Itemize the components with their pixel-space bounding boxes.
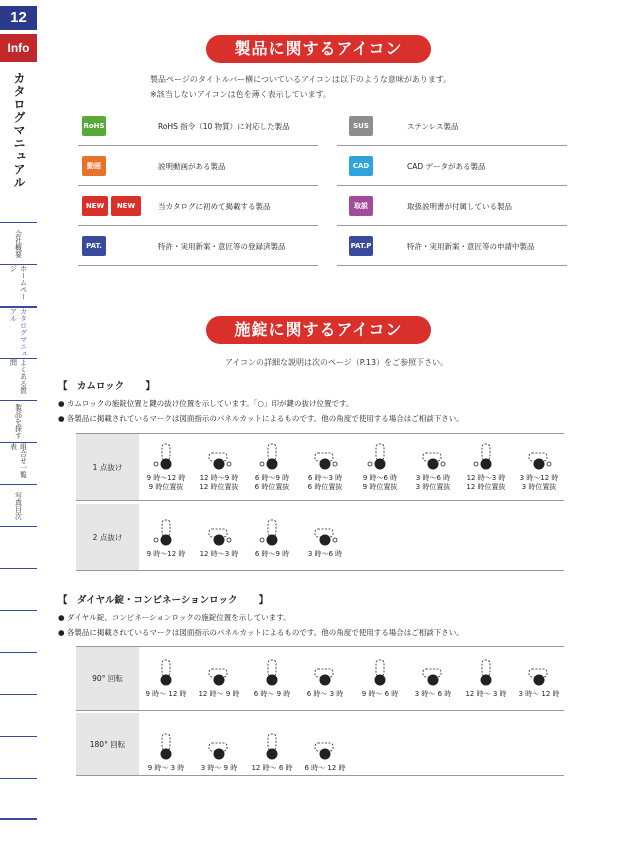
- lock-removal-label: 9 時位置抜: [148, 483, 184, 491]
- lock-position-icon: [413, 656, 453, 690]
- lock-cell: [460, 440, 512, 492]
- page-number: 12: [0, 6, 37, 30]
- lock-cell: [354, 656, 406, 699]
- lock-cell: [246, 730, 298, 773]
- lock-position-icon: [146, 730, 186, 764]
- product-icon-desc: 説明動画がある製品: [158, 162, 226, 171]
- lock-range-label: 3 時〜 9 時: [200, 764, 238, 772]
- nav-divider: [0, 526, 37, 527]
- lock-position-icon: [519, 440, 559, 474]
- lock-cell: [140, 440, 192, 492]
- lock-position-icon: [252, 656, 292, 690]
- cam-row1-label: 1 点抜け: [76, 434, 139, 500]
- lock-position-icon: [146, 656, 186, 690]
- nav-divider: [0, 652, 37, 653]
- dial-lock-note-2: ● 各製品に掲載されているマークは図面指示のパネルカットによるものです。他の角度で使用する場合はご相談下さい。: [58, 628, 464, 637]
- lock-range-label: 9 時〜6 時: [362, 474, 398, 482]
- bracket-right-icon: 】: [258, 595, 269, 606]
- lock-removal-label: 6 時位置抜: [307, 483, 343, 491]
- lock-position-icon: [305, 656, 345, 690]
- lock-position-icon: [305, 730, 345, 764]
- lock-cell: [246, 516, 298, 559]
- cam-lock-note-2: ● 各製品に掲載されているマークは図面指示のパネルカットによるものです。他の角度で使用する場合はご相談下さい。: [58, 414, 464, 423]
- lock-removal-label: 3 時位置抜: [521, 483, 557, 491]
- lock-cell: [140, 730, 192, 773]
- nav-divider: [0, 818, 37, 820]
- lock-cell: [246, 656, 298, 699]
- lock-position-icon: [466, 656, 506, 690]
- nav-homepage[interactable]: ホームページ: [0, 264, 37, 306]
- dial-lock-note-1: ● ダイヤル錠、コンビネーションロックの施錠位置を示しています。: [58, 613, 291, 622]
- table-rule: [76, 500, 564, 501]
- lock-range-label: 12 時〜 9 時: [198, 690, 240, 698]
- nav-divider: [0, 778, 37, 779]
- bracket-left-icon: 【: [58, 381, 68, 392]
- nav-company[interactable]: 会社概要: [0, 222, 37, 264]
- table-rule: [76, 433, 564, 434]
- product-badge-4: NEW: [82, 196, 108, 216]
- lock-position-icon: [199, 656, 239, 690]
- dial-row2-label: 180° 回転: [76, 713, 139, 775]
- lock-range-label: 3 時〜6 時: [307, 550, 343, 558]
- dial-lock-title: [58, 592, 268, 606]
- lock-position-icon: [466, 440, 506, 474]
- lock-position-icon: [146, 516, 186, 550]
- lock-range-label: 9 時〜 6 時: [361, 690, 399, 698]
- product-icon-row: [78, 106, 318, 146]
- lock-removal-label: 6 時位置抜: [254, 483, 290, 491]
- table-rule: [76, 646, 564, 647]
- product-icon-row: [337, 146, 567, 186]
- lock-range-label: 9 時〜12 時: [146, 474, 186, 482]
- lock-range-label: 12 時〜 3 時: [465, 690, 507, 698]
- lock-position-icon: [252, 440, 292, 474]
- nav-divider: [0, 736, 37, 737]
- lock-range-label: 9 時〜12 時: [146, 550, 186, 558]
- lock-removal-label: 3 時位置抜: [415, 483, 451, 491]
- product-badge-0: RoHS: [82, 116, 106, 136]
- product-badge-4-b: NEW: [111, 196, 141, 216]
- lock-position-icon: [199, 440, 239, 474]
- lock-range-label: 6 時〜 3 時: [306, 690, 344, 698]
- product-icon-row: [78, 186, 318, 226]
- table-rule: [76, 775, 564, 776]
- lock-cell: [140, 516, 192, 559]
- lock-range-label: 9 時〜 12 時: [145, 690, 187, 698]
- lock-cell: [460, 656, 512, 699]
- product-icons-banner: 製品に関するアイコン: [206, 35, 431, 63]
- product-icon-desc: 特許・実用新案・意匠等の申請中製品: [407, 242, 535, 251]
- lock-cell: [299, 516, 351, 559]
- lock-position-icon: [519, 656, 559, 690]
- table-rule: [76, 710, 564, 711]
- lock-range-label: 6 時〜 9 時: [253, 690, 291, 698]
- product-icon-desc: RoHS 指令（10 物質）に対応した製品: [158, 122, 290, 131]
- product-badge-7: PAT.P: [349, 236, 373, 256]
- product-icon-row: [78, 146, 318, 186]
- product-badge-6: PAT.: [82, 236, 106, 256]
- product-icon-desc: 特許・実用新案・意匠等の登録済製品: [158, 242, 286, 251]
- lock-range-label: 12 時〜9 時: [199, 474, 239, 482]
- lock-range-label: 3 時〜 6 時: [414, 690, 452, 698]
- info-tab[interactable]: Info: [0, 34, 37, 62]
- lock-range-label: 12 時〜3 時: [199, 550, 239, 558]
- lock-range-label: 3 時〜 12 時: [518, 690, 560, 698]
- lock-cell: [299, 730, 351, 773]
- nav-divider: [0, 568, 37, 569]
- lock-position-icon: [305, 440, 345, 474]
- nav-catalog-manual[interactable]: カタログマニュアル: [0, 306, 37, 358]
- lock-cell: [354, 440, 406, 492]
- product-intro-line2: ※該当しないアイコンは色を薄く表示しています。: [150, 90, 332, 99]
- product-badge-1: SUS: [349, 116, 373, 136]
- nav-find-product[interactable]: 製品を探す: [0, 400, 37, 442]
- lock-cell: [140, 656, 192, 699]
- lock-range-label: 6 時〜3 時: [307, 474, 343, 482]
- product-icon-row: [337, 226, 567, 266]
- lock-position-icon: [146, 440, 186, 474]
- table-rule: [76, 570, 564, 571]
- product-icon-desc: 取扱説明書が付属している製品: [407, 202, 512, 211]
- lock-position-icon: [199, 516, 239, 550]
- lock-cell: [193, 440, 245, 492]
- lock-removal-label: 12 時位置抜: [199, 483, 239, 491]
- lock-cell: [407, 656, 459, 699]
- lock-cell: [407, 440, 459, 492]
- sidebar: [0, 0, 37, 842]
- lock-position-icon: [305, 516, 345, 550]
- lock-cell: [513, 656, 565, 699]
- nav-faq[interactable]: よくある質問: [0, 358, 37, 400]
- product-badge-5: 取説: [349, 196, 373, 216]
- nav-divider: [0, 610, 37, 611]
- product-icon-row: [337, 186, 567, 226]
- product-badge-3: CAD: [349, 156, 373, 176]
- bracket-left-icon: 【: [58, 595, 68, 606]
- lock-range-label: 6 時〜9 時: [254, 474, 290, 482]
- lock-intro: アイコンの詳細な説明は次のページ（P.13）をご参照下さい。: [225, 358, 449, 367]
- lock-range-label: 6 時〜 12 時: [304, 764, 346, 772]
- product-icon-desc: ステンレス製品: [407, 122, 459, 131]
- nav-combination-table[interactable]: 組合せ一覧表: [0, 442, 37, 484]
- lock-position-icon: [252, 516, 292, 550]
- product-icon-row: [78, 226, 318, 266]
- lock-cell: [193, 516, 245, 559]
- cam-lock-note-1: ● カムロックの施錠位置と鍵の抜け位置を示しています。「○」印が鍵の抜け位置です。: [58, 399, 354, 408]
- product-intro-line1: 製品ページのタイトルバー横についているアイコンは以下のような意味があります。: [150, 75, 452, 84]
- lock-range-label: 6 時〜9 時: [254, 550, 290, 558]
- dial-lock-title-text: ダイヤル錠・コンビネーションロック: [76, 595, 238, 606]
- product-icon-desc: CAD データがある製品: [407, 162, 486, 171]
- lock-range-label: 3 時〜6 時: [415, 474, 451, 482]
- lock-range-label: 12 時〜3 時: [466, 474, 506, 482]
- lock-position-icon: [413, 440, 453, 474]
- lock-cell: [299, 656, 351, 699]
- lock-cell: [246, 440, 298, 492]
- nav-divider: [0, 694, 37, 695]
- lock-range-label: 12 時〜 6 時: [251, 764, 293, 772]
- lock-position-icon: [252, 730, 292, 764]
- product-icon-desc: 当カタログに初めて掲載する製品: [158, 202, 271, 211]
- lock-cell: [299, 440, 351, 492]
- category-title: カタログマニュアル: [12, 72, 26, 189]
- cam-lock-title: [58, 378, 155, 392]
- lock-cell: [513, 440, 565, 492]
- lock-range-label: 9 時〜 3 時: [147, 764, 185, 772]
- product-badge-2: 動画: [82, 156, 106, 176]
- lock-icons-banner: 施錠に関するアイコン: [206, 316, 431, 344]
- lock-removal-label: 9 時位置抜: [362, 483, 398, 491]
- lock-position-icon: [199, 730, 239, 764]
- product-icon-row: [337, 106, 567, 146]
- lock-range-label: 3 時〜12 時: [519, 474, 559, 482]
- cam-row2-label: 2 点抜け: [76, 504, 139, 570]
- lock-position-icon: [360, 656, 400, 690]
- lock-position-icon: [360, 440, 400, 474]
- lock-cell: [193, 656, 245, 699]
- cam-lock-title-text: カムロック: [76, 381, 125, 392]
- lock-removal-label: 12 時位置抜: [466, 483, 506, 491]
- bracket-right-icon: 】: [145, 381, 155, 392]
- dial-row1-label: 90° 回転: [76, 647, 139, 710]
- nav-photo-index[interactable]: 写真目次: [0, 484, 37, 526]
- lock-cell: [193, 730, 245, 773]
